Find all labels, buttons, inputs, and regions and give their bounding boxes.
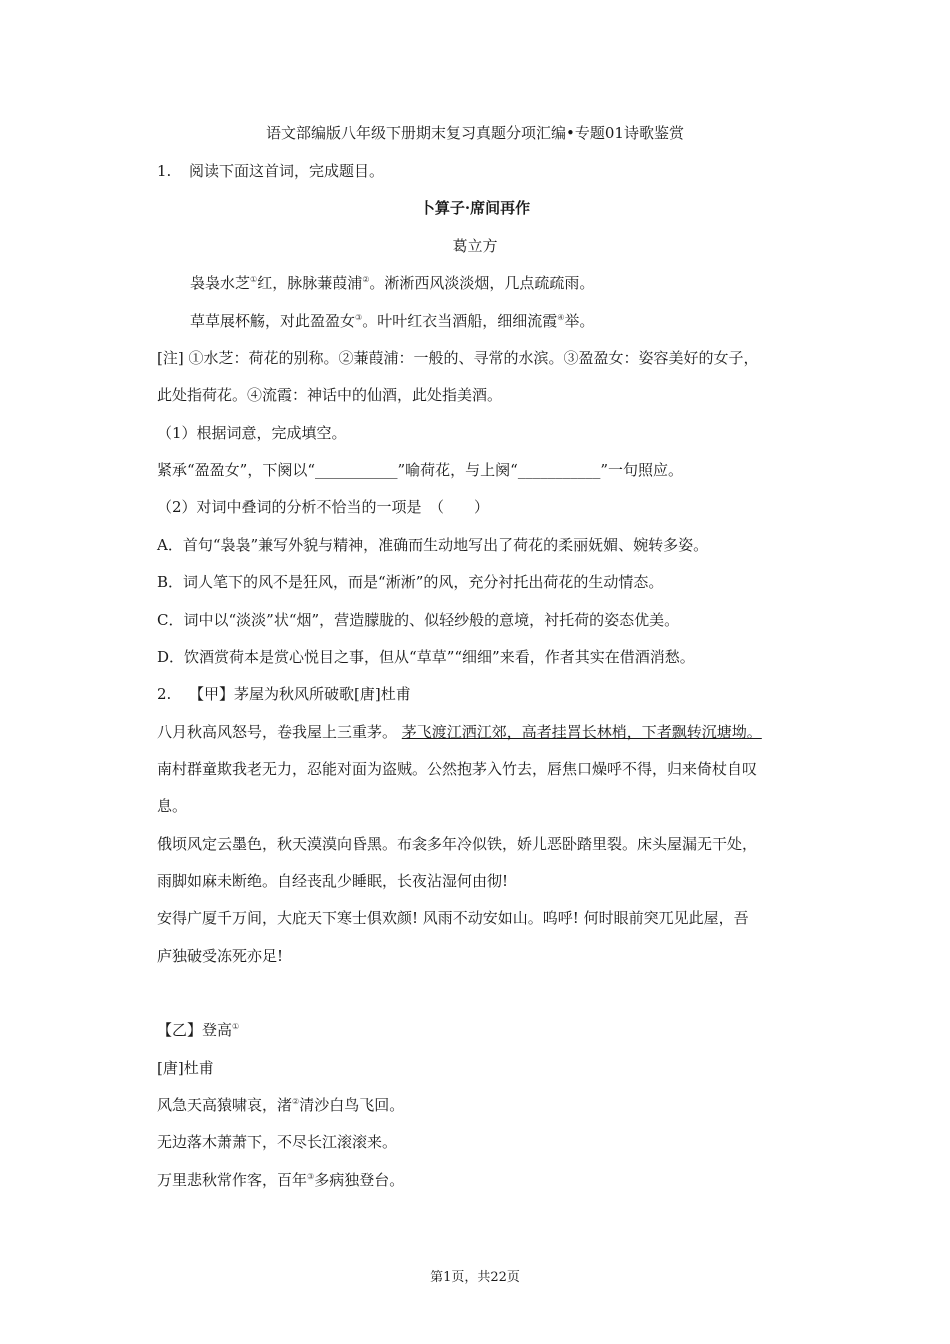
poem-yi-title [157,1020,239,1040]
poem-text: 。叶叶红衣当酒船，细细流霞 [362,312,558,330]
option-d: D．饮酒赏荷本是赏心悦目之事，但从“草草”“细细”来看，作者其实在借酒消愁。 [157,648,695,666]
page-footer: 第1页，共22页 [430,1270,520,1285]
poem-text: 草草展杯觞，对此盈盈女 [190,312,356,330]
poem-paragraph-3-cont: 雨脚如麻未断绝。自经丧乱少睡眠，长夜沾湿何由彻! [157,872,509,890]
annotation-line: 此处指荷花。④流霞：神话中的仙酒，此处指美酒。 [157,386,503,404]
poem-yi-line-3 [157,1170,404,1190]
poem-yi-author: [唐]杜甫 [157,1059,214,1077]
poem-paragraph-2: 南村群童欺我老无力，忍能对面为盗贼。公然抱茅入竹去，唇焦口燥呼不得，归来倚杖自叹 [157,760,758,778]
sub-question-2: （2）对词中叠词的分析不恰当的一项是 （ ） [157,498,490,516]
footnote-mark: ② [362,275,370,284]
poem-text: 。淅淅西风淡淡烟，几点疏疏雨。 [369,274,595,292]
annotation-line: [注] ①水芝：荷花的别称。②蒹葭浦：一般的、寻常的水滨。③盈盈女：姿容美好的女子， [157,349,759,367]
poem-yi-line-1 [157,1095,404,1115]
poem-stanza-2 [190,311,594,331]
poem-title: 卜算子·席间再作 [419,199,531,217]
footnote-mark: ① [250,275,258,284]
document-title: 语文部编版八年级下册期末复习真题分项汇编•专题01诗歌鉴赏 [266,124,684,142]
footnote-mark: ③ [307,1172,315,1181]
poem-stanza-1 [190,273,594,293]
footnote-mark: ① [232,1022,240,1031]
poem-text: 八月秋高风怒号，卷我屋上三重茅。 [157,723,402,741]
question-number: 2. [157,685,172,703]
heading-text: 【甲】茅屋为秋风所破歌[唐]杜甫 [189,685,411,703]
option-b: B．词人笔下的风不是狂风，而是“淅淅”的风，充分衬托出荷花的生动情态。 [157,573,664,591]
footnote-mark: ④ [557,313,565,322]
poem-text: 多病独登台。 [314,1171,405,1189]
poem-text: 风急天高猿啸哀，渚 [157,1096,293,1114]
fill-in-blank: 紧承“盈盈女”，下阕以“___________”喻荷花，与上阕“___________”一句照应。 [157,461,684,479]
poem-paragraph-1 [157,722,762,742]
poem-paragraph-4: 安得广厦千万间，大庇天下寒士俱欢颜! 风雨不动安如山。呜呼! 何时眼前突兀见此屋，吾 [157,909,749,927]
footnote-mark: ② [292,1097,300,1106]
option-c: C．词中以“淡淡”状“烟”，营造朦胧的、似轻纱般的意境，衬托荷的姿态优美。 [157,611,680,629]
poem-text: 举。 [564,312,595,330]
footnote-mark: ③ [355,313,363,322]
heading-text: 【乙】登高 [157,1021,233,1039]
poem-text: 红，脉脉蒹葭浦 [257,274,363,292]
poem-yi-line-2: 无边落木萧萧下，不尽长江滚滚来。 [157,1133,398,1151]
poem-paragraph-2-cont: 息。 [157,797,188,815]
question-2-heading [157,684,411,704]
poem-text: 清沙白鸟飞回。 [299,1096,405,1114]
prompt-text: 阅读下面这首词，完成题目。 [189,162,385,180]
question-number: 1. [157,162,172,180]
question-1-prompt [157,161,384,181]
option-a: A．首句“袅袅”兼写外貌与精神，准确而生动地写出了荷花的柔丽妩媚、婉转多姿。 [157,536,709,554]
poem-text: 袅袅水芝 [190,274,251,292]
underlined-text: 茅飞渡江洒江郊，高者挂罥长林梢，下者飘转沉塘坳。 [401,723,762,741]
poem-author: 葛立方 [452,237,498,255]
poem-text: 万里悲秋常作客，百年 [157,1171,308,1189]
sub-question-1: （1）根据词意，完成填空。 [157,424,347,442]
poem-paragraph-4-cont: 庐独破受冻死亦足! [157,947,284,965]
poem-paragraph-3: 俄顷风定云墨色，秋天漠漠向昏黑。布衾多年冷似铁，娇儿恶卧踏里裂。床头屋漏无干处， [157,835,758,853]
